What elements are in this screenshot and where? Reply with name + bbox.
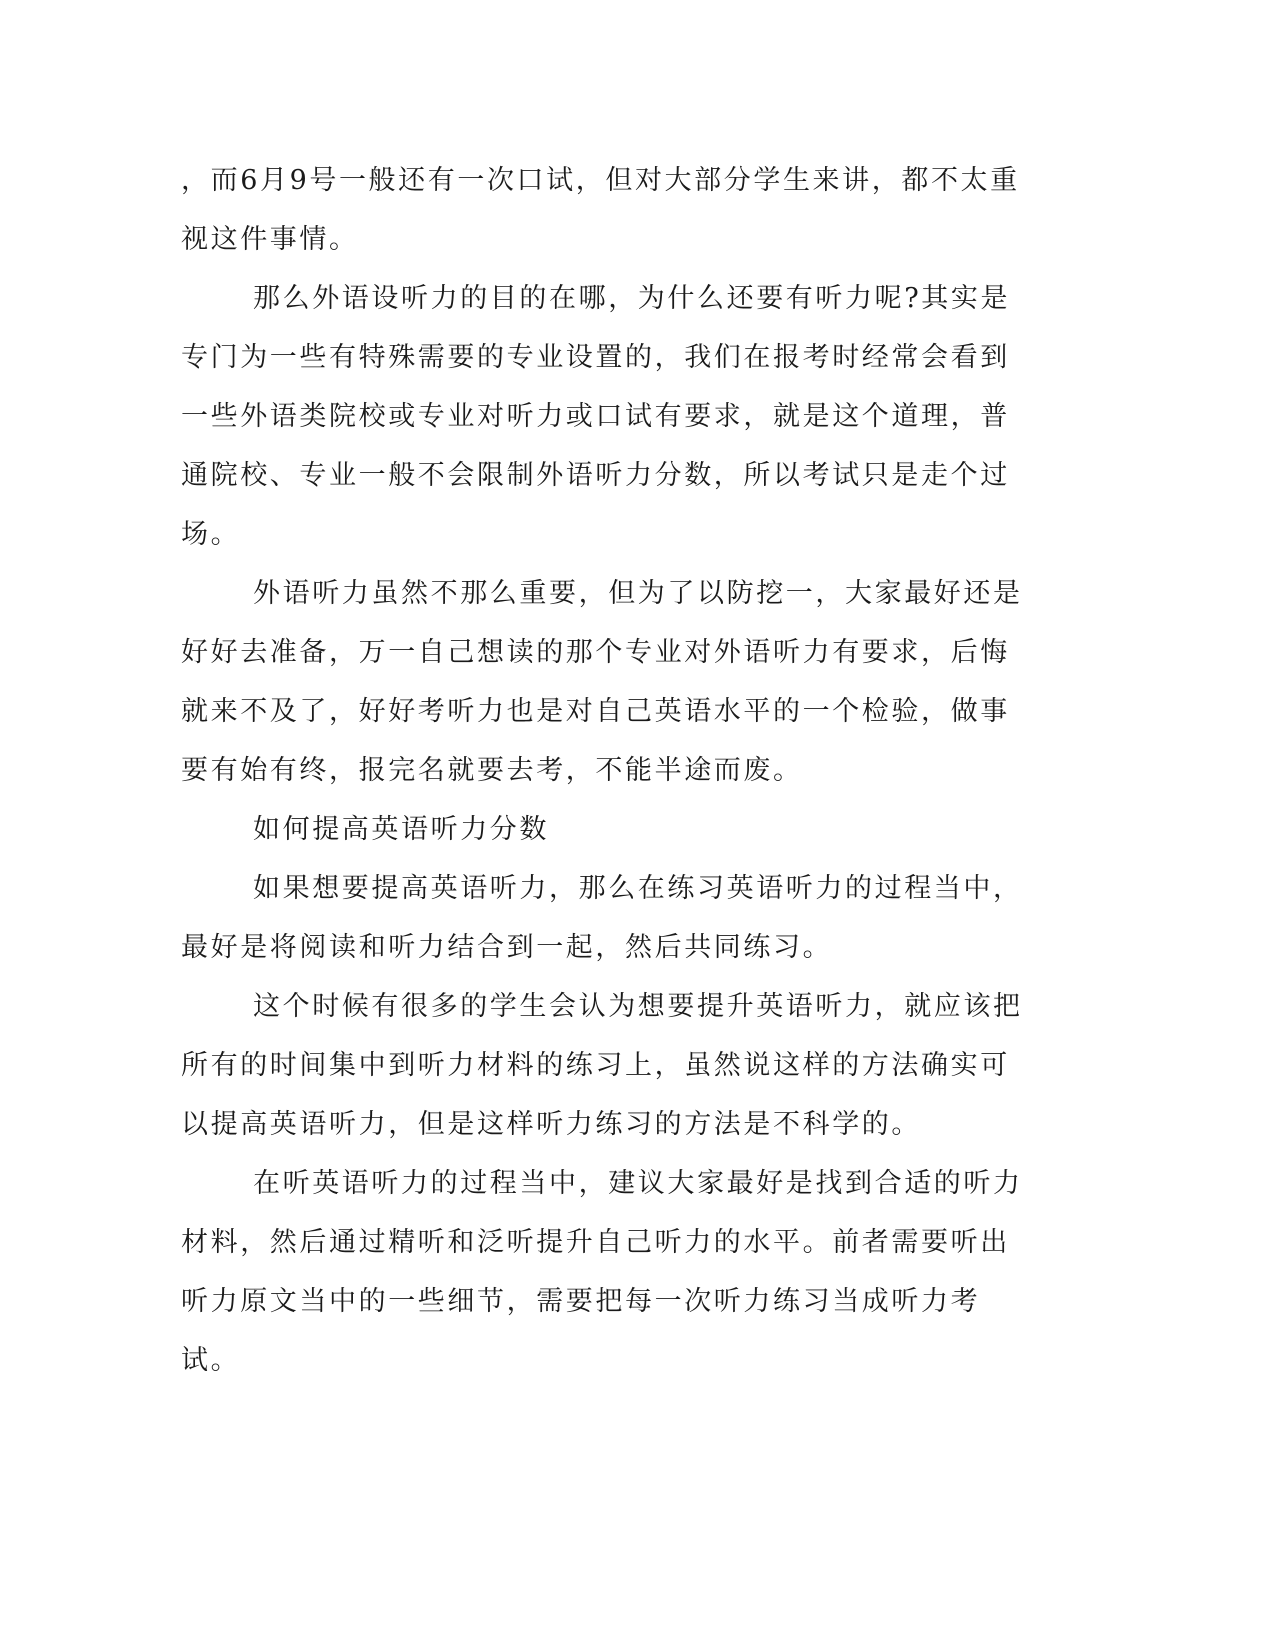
paragraph-1: ，而6月9号一般还有一次口试，但对大部分学生来讲，都不太重视这件事情。 [181,165,1020,255]
paragraph-2: 那么外语设听力的目的在哪，为什么还要有听力呢?其实是专门为一些有特殊需要的专业设置的，我们在报考时经常会看到一些外语类院校或专业对听力或口试有要求，就是这个道理，普通院校、专业一般不会限制外语听力分数，所以考试只是走个过场。 [181,283,1011,550]
paragraph-6: 在听英语听力的过程当中，建议大家最好是找到合适的听力材料，然后通过精听和泛听提升自己听力的水平。前者需要听出听力原文当中的一些细节，需要把每一次听力练习当成听力考试。 [181,1168,1023,1376]
paragraph-5: 这个时候有很多的学生会认为想要提升英语听力，就应该把所有的时间集中到听力材料的练习上，虽然说这样的方法确实可以提高英语听力，但是这样听力练习的方法是不科学的。 [181,991,1023,1140]
paragraph-4: 如果想要提高英语听力，那么在练习英语听力的过程当中，最好是将阅读和听力结合到一起，然后共同练习。 [181,873,1023,963]
section-heading: 如何提高英语听力分数 [253,814,549,845]
paragraph-3: 外语听力虽然不那么重要，但为了以防挖一，大家最好还是好好去准备，万一自己想读的那个专业对外语听力有要求，后悔就来不及了，好好考听力也是对自己英语水平的一个检验，做事要有始有终，报完名就要去考，不能半途而废。 [181,578,1023,786]
document-body [181,151,1031,1390]
